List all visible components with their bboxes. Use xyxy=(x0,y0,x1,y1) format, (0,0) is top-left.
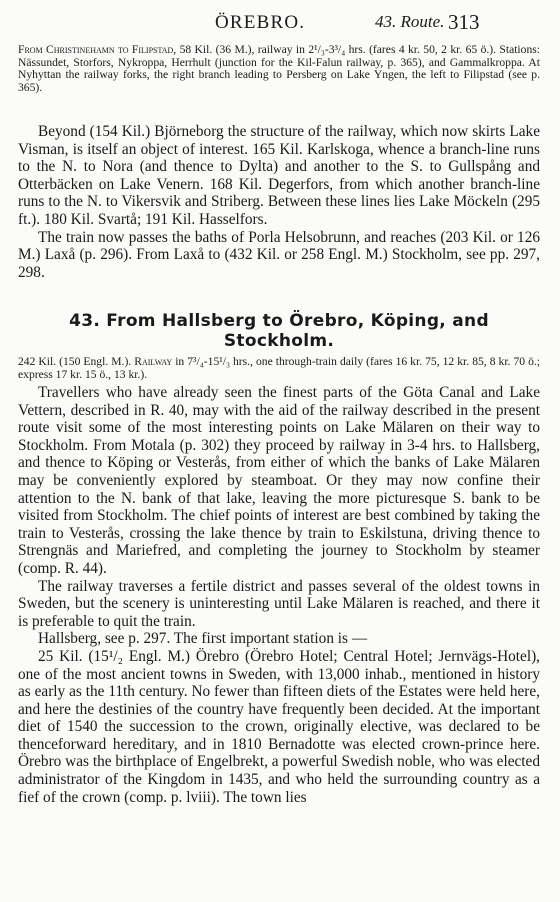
paragraph-bjorneborg: Beyond (154 Kil.) Björneborg the structure of the railway, which now skirts Lake Visman, is itself an object of interest. 165 Kil. Karlskoga, whence a branch-line runs to the N. to Nora (and thence to Dylta) and another to the S. to Gullspång and Otterbäcken on Lake Venern. 168 Kil. Degerfors, from which another branch-line runs to the N. to Vikersvik and Striberg. Between these lines lies Lake Möckeln (295 ft.). 180 Kil. Svartå; 191 Kil. Hasselfors. xyxy=(18,123,540,228)
paragraph-orebro: 25 Kil. (15¹/₂ Engl. M.) Örebro (Örebro Hotel; Central Hotel; Jernvägs-Hotel), one of the most ancient towns in Sweden, with 13,000 inhab., mentioned in history as early as the 11th century. No fewer than fifteen diets of the Estates were held here, and here the destinies of the country have frequently been decided. At the important diet of 1540 the succession to the crown, originally elective, was declared to be thenceforward hereditary, and in 1810 Bernadotte was elected crown-prince here. Örebro was the birthplace of Engelbrekt, a powerful Swedish noble, who was elected administrator of the Kingdom in 1435, and who held the surrounding country as a fief of the crown (comp. p. lviii). The town lies xyxy=(18,647,540,806)
body-text-lower xyxy=(18,384,540,806)
intro-text: 58 Kil. (36 M.), railway in 2¹/₃-3³/₄ hrs. (fares 4 kr. 50, 2 kr. 65 ö.). Stations: Nässundet, Storfors, Nykroppa, Herrhult (junction for the Kil-Falun railway, p. 365), and Gammalkroppa. At Nyhyttan the railway forks, the right branch leading to Persberg on Lake Yngen, the left to Filipstad (see p. 365). xyxy=(18,43,540,94)
route-heading: 43. From Hallsberg to Örebro, Köping, and Stockholm. xyxy=(69,311,489,351)
paragraph-laxa: The train now passes the baths of Porla Helsobrunn, and reaches (203 Kil. or 126 M.) Laxå (p. 296). From Laxå to (432 Kil. or 258 Engl. M.) Stockholm, see pp. 297, 298. xyxy=(18,228,540,281)
page-number: 313 xyxy=(448,10,480,34)
header-route: 43. Route. xyxy=(375,12,445,31)
fares-lead: 242 Kil. (150 Engl. M.). xyxy=(18,355,135,368)
paragraph-railway: The railway traverses a fertile district and passes several of the oldest towns in Sweden, but the scenery is uninteresting until Lake Mälaren is reached, and there it is preferable to quit the train. xyxy=(18,577,540,630)
fares-railway: Railway xyxy=(134,355,173,368)
fares-rest: in 7³/₄-15¹/₃ hrs., one through-train daily (fares 16 kr. 75, 12 kr. 85, 8 kr. 70 ö.; express 17 kr. 15 ö., 13 kr.). xyxy=(18,355,540,381)
intro-lead: From Christinehamn to Filipstad, xyxy=(18,43,177,56)
paragraph-hallsberg: Hallsberg, see p. 297. The first important station is — xyxy=(38,630,368,648)
header-town: ÖREBRO. xyxy=(215,12,306,33)
intro-small-paragraph xyxy=(18,44,540,94)
running-header xyxy=(0,12,560,38)
body-text-upper xyxy=(18,123,540,281)
paragraph-travellers: Travellers who have already seen the finest parts of the Göta Canal and Lake Vettern, described in R. 40, may with the aid of the railway described in the present route visit some of the most interesting points on Lake Mälaren on their way to Stockholm. From Motala (p. 302) they proceed by railway in 3-4 hrs. to Hallsberg, and thence to Köping or Vesterås, from either of which the banks of Lake Mälaren may be conveniently explored by steamboat. Or they may now confine their attention to the N. bank of that lake, leaving the more picturesque S. bank to be visited from Stockholm. The chief points of interest are best combined by taking the train to Vesterås, crossing the lake thence by train to Eskilstuna, driving thence to Strengnäs and Mariefred, and completing the journey to Stockholm by steamer (comp. R. 44). xyxy=(18,384,540,577)
route-fares xyxy=(18,356,540,381)
